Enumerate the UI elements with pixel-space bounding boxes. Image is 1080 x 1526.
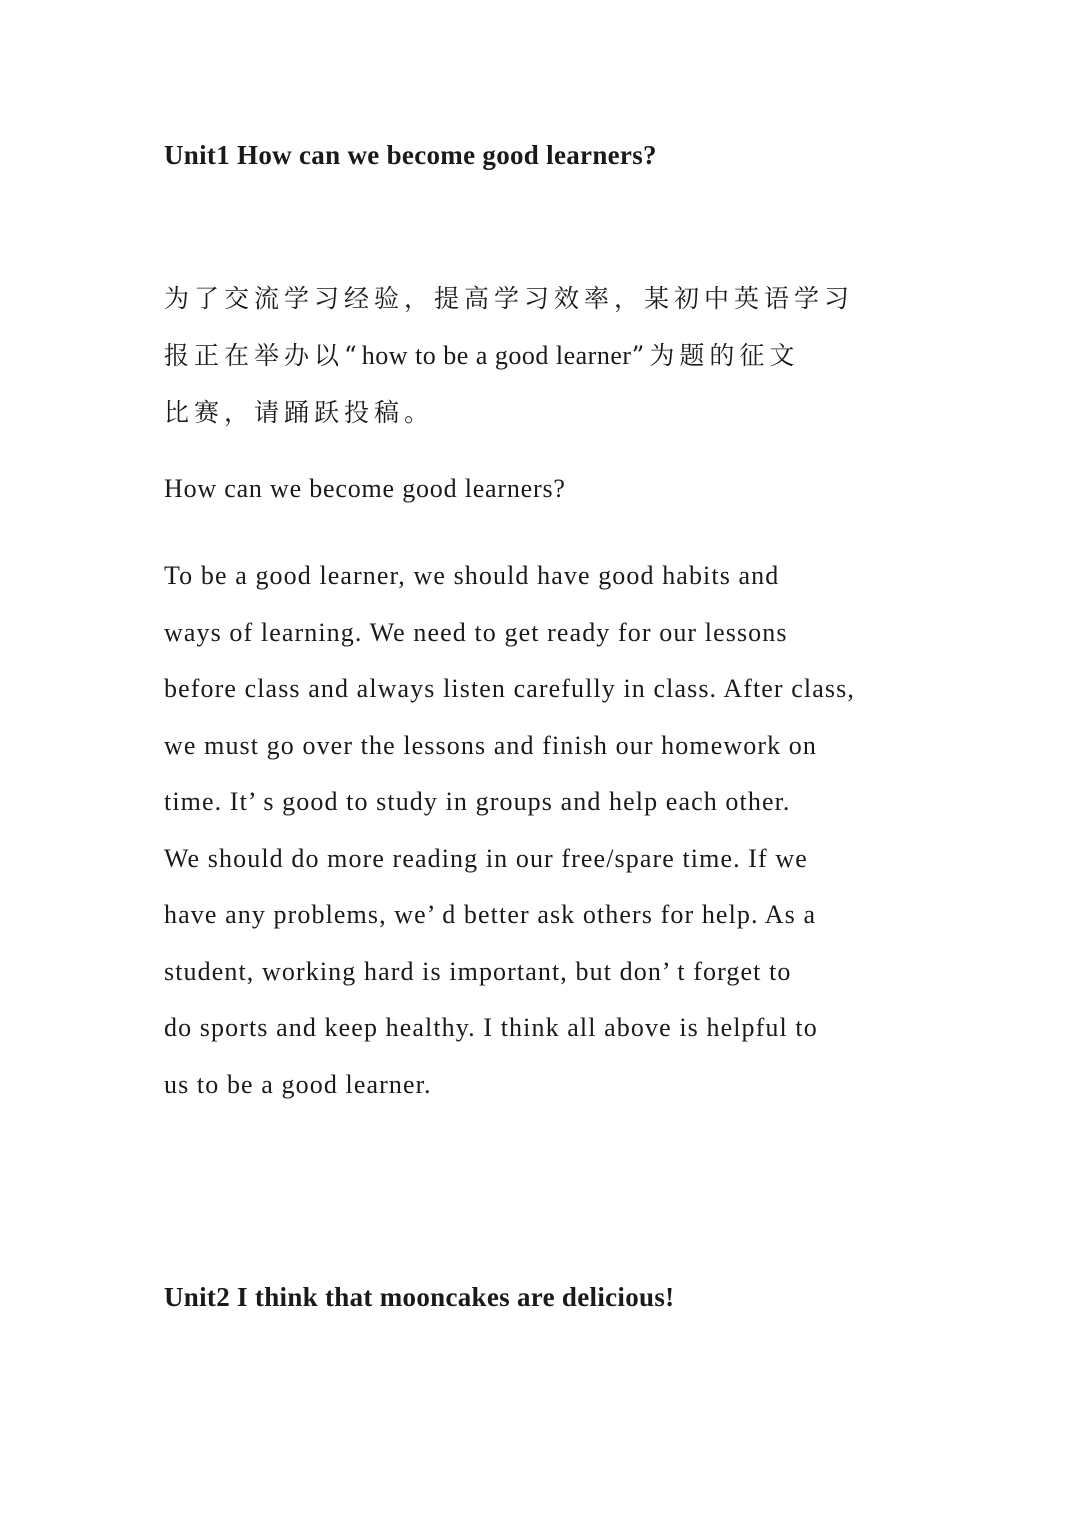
prompt-line [164, 334, 924, 391]
prompt-line [164, 391, 924, 448]
essay-line: have any problems, we’ d better ask others for help. As a [164, 900, 817, 929]
essay-line: ways of learning. We need to get ready for our lessons [164, 617, 788, 647]
essay-line: To be a good learner, we should have good habits and [164, 561, 780, 590]
essay-line: student, working hard is important, but don’ t forget to [164, 956, 792, 986]
essay-line: We should do more reading in our free/spare time. If we [164, 843, 808, 873]
essay-body [164, 556, 944, 1121]
essay-line: us to be a good learner. [164, 1069, 432, 1099]
prompt-text: ”为题的征文 [631, 341, 800, 370]
unit2-heading: Unit2 I think that mooncakes are delicious! [164, 1282, 675, 1312]
essay-title: How can we become good learners? [164, 474, 566, 503]
writing-prompt [164, 277, 924, 448]
essay-line: do sports and keep healthy. I think all above is helpful to [164, 1013, 818, 1042]
prompt-line [164, 277, 924, 334]
essay-line: we must go over the lessons and finish our homework on [164, 730, 817, 760]
unit1-heading: Unit1 How can we become good learners? [164, 140, 657, 170]
prompt-text: 为了交流学习经验，提高学习效率，某初中英语学习 [164, 284, 855, 313]
essay-line: before class and always listen carefully in class. After class, [164, 674, 855, 703]
prompt-text: 报正在举办以“ [164, 341, 362, 370]
prompt-text: 比赛，请踊跃投稿。 [164, 398, 435, 427]
prompt-topic: how to be a good learner [361, 341, 632, 370]
essay-line: time. It’ s good to study in groups and help each other. [164, 787, 791, 816]
